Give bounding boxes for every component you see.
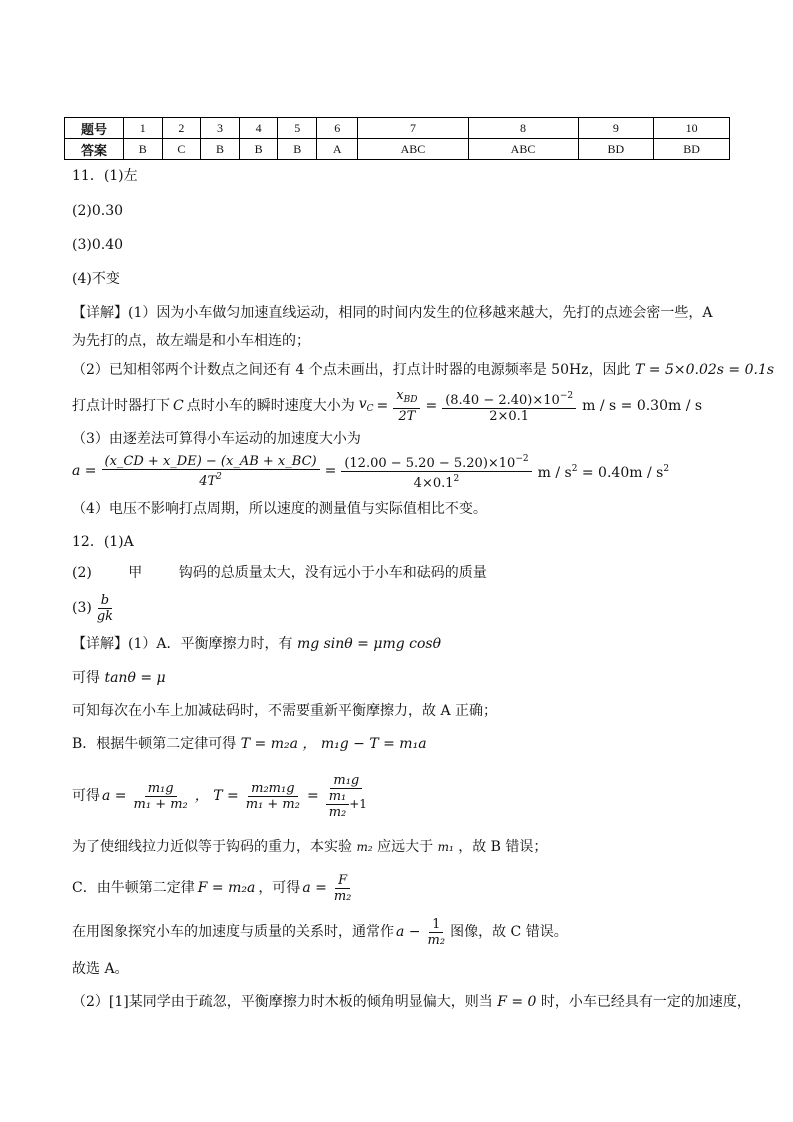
q12-detail-9: 故选 A。 xyxy=(72,961,129,977)
q11-detail-2: 为先打的点，故左端是和小车相连的； xyxy=(72,333,310,349)
a-equals: a = xyxy=(102,788,127,804)
q12-answer-3-num: b xyxy=(98,593,112,609)
q12-detail-1-text: 【详解】(1）A．平衡摩擦力时，有 xyxy=(72,636,293,652)
force-formula: F = m₂a xyxy=(197,880,256,896)
acceleration-fraction-2-den xyxy=(411,472,463,491)
tan-formula: tanθ = μ xyxy=(104,670,166,686)
question-number-cell: 1 xyxy=(124,118,163,139)
a-minus: a − xyxy=(396,924,421,940)
q11-detail-7: （4）电压不影响打点周期，所以速度的测量值与实际值相比不变。 xyxy=(72,501,487,517)
velocity-subscript: C xyxy=(366,403,374,414)
newton-second-law-formulas: T = m₂a ， m₁g − T = m₁a xyxy=(240,736,427,752)
q12-answer-2-label: (2) xyxy=(72,565,92,581)
velocity-fraction-2-exp: −2 xyxy=(559,390,574,401)
acceleration-fraction-1-num: (x_CD + x_DE) − (x_AB + x_BC) xyxy=(102,454,320,470)
t-fraction-1-num: m₂m₁g xyxy=(248,781,297,797)
q12-detail-2 xyxy=(72,669,166,687)
q11-detail-3 xyxy=(72,361,774,379)
m1-symbol: m₁ xyxy=(437,840,454,854)
velocity-fraction-2-den: 2×0.1 xyxy=(489,408,530,424)
acceleration-fraction-2-num-text: (12.00 − 5.20 − 5.20)×10 xyxy=(344,455,516,471)
t-fraction-2-den xyxy=(323,789,370,820)
point-c-label: C xyxy=(173,398,184,414)
question-number-cell: 10 xyxy=(654,118,730,139)
q12-detail-6-e: ，故 B 错误； xyxy=(458,839,548,855)
q12-detail-10-c: 时，小车已经具有一定的加速度， xyxy=(540,994,751,1010)
answer-cell: ABC xyxy=(468,139,578,160)
q12-detail-7-a: C．由牛顿第二定律 xyxy=(72,880,195,896)
answer-cell: ABC xyxy=(358,139,468,160)
period-formula: T = 5×0.02s = 0.1s xyxy=(635,362,775,378)
q12-detail-4-text: B．根据牛顿第二定律可得 xyxy=(72,736,237,752)
question-number-cell: 5 xyxy=(278,118,317,139)
q12-detail-7-c: ，可得 xyxy=(258,880,301,896)
q12-detail-10 xyxy=(72,993,751,1011)
x-symbol: x xyxy=(396,388,404,403)
q12-detail-8-c: 图像，故 C 错误。 xyxy=(450,924,568,940)
question-number-header: 题号 xyxy=(65,118,124,139)
a-fraction-den: m₁ + m₂ xyxy=(133,796,188,812)
answer-cell: B xyxy=(239,139,278,160)
answer-table-answer-row xyxy=(65,139,730,160)
q11-velocity-line: 打点计时器打下 C 点时小车的瞬时速度大小为 $v_C$ = $\frac{x_{BD}}{2T}$ = $\frac{(8.40 - 2.40)\times 10^{-2}}{2\times 0.1}$ m / s = 0.30m / s xyxy=(72,388,703,424)
velocity-fraction-2 xyxy=(442,389,576,424)
acceleration-fraction-2 xyxy=(341,452,531,491)
m2-symbol: m₂ xyxy=(356,840,373,854)
t-fraction-2 xyxy=(323,773,370,820)
q12-answer-1: 12．(1)A xyxy=(72,534,134,550)
velocity-result: m / s = 0.30m / s xyxy=(582,398,703,414)
x-subscript: BD xyxy=(403,395,418,405)
q12-answer-3-label: (3) xyxy=(72,600,92,616)
question-number-cell: 3 xyxy=(201,118,240,139)
answer-cell: A xyxy=(317,139,358,160)
velocity-fraction-2-num xyxy=(442,389,576,409)
q11-answer-2: (2)0.30 xyxy=(72,203,124,219)
answer-cell: B xyxy=(278,139,317,160)
velocity-fraction-1-den: 2T xyxy=(398,409,416,424)
q11-detail-5: （3）由逐差法可算得小车运动的加速度大小为 xyxy=(72,431,361,447)
question-number-cell: 8 xyxy=(468,118,578,139)
q12-detail-6 xyxy=(72,838,547,856)
plus-one: +1 xyxy=(349,796,367,811)
mass-ratio-den: m₂ xyxy=(328,804,347,820)
friction-balance-formula: mg sinθ = μmg cosθ xyxy=(296,636,442,652)
question-number-cell: 6 xyxy=(317,118,358,139)
q12-detail-7 xyxy=(72,868,356,908)
q11-velocity-text-b: 点时小车的瞬时速度大小为 xyxy=(186,398,355,414)
a-fraction xyxy=(131,781,191,812)
acceleration-fraction-2-den-exp: 2 xyxy=(453,473,460,484)
q12-detail-8 xyxy=(72,912,568,952)
a-fraction-num: m₁g xyxy=(145,781,177,797)
answer-cell: C xyxy=(162,139,201,160)
one-over-m2-den: m₂ xyxy=(427,932,446,948)
acceleration-symbol: a = xyxy=(72,463,97,479)
f-over-m2-num: F xyxy=(335,873,350,889)
f-zero: F = 0 xyxy=(497,994,537,1010)
acceleration-unit: $m / s^2 = 0.40m / s^2$ xyxy=(537,464,670,481)
answer-cell: B xyxy=(201,139,240,160)
answer-table-number-row xyxy=(65,118,730,139)
a-equals-2: a = xyxy=(302,880,327,896)
question-number-cell: 2 xyxy=(162,118,201,139)
q11-answer-3: (3)0.40 xyxy=(72,237,124,253)
velocity-v: v xyxy=(358,395,367,412)
q12-detail-8-a: 在用图象探究小车的加速度与质量的关系时，通常作 xyxy=(72,924,394,940)
one-over-m2-num: 1 xyxy=(429,917,443,933)
velocity-fraction-1-num xyxy=(393,388,420,409)
q11-velocity-text-a: 打点计时器打下 xyxy=(72,398,170,414)
q11-answer-1: 11．(1)左 xyxy=(72,168,138,184)
q11-detail-1: 【详解】(1）因为小车做匀加速直线运动，相同的时间内发生的位移越来越大，先打的点迹会密一些，A xyxy=(72,305,713,321)
f-over-m2 xyxy=(331,873,355,904)
answer-table xyxy=(64,117,730,160)
t-fraction-1-den: m₁ + m₂ xyxy=(245,796,300,812)
f-over-m2-den: m₂ xyxy=(333,888,352,904)
one-over-m2 xyxy=(425,917,449,948)
mass-ratio xyxy=(326,789,350,820)
q12-answer-3-den: gk xyxy=(96,608,114,624)
q12-detail-5-text: 可得 xyxy=(72,788,100,804)
q12-answer-2-reason: 钩码的总质量太大，没有远小于小车和砝码的质量 xyxy=(178,565,487,581)
question-number-cell: 7 xyxy=(358,118,468,139)
t-fraction-2-num: m₁g xyxy=(330,773,362,789)
acceleration-fraction-1 xyxy=(102,454,320,489)
q12-answer-2 xyxy=(72,564,487,582)
acceleration-unit-a: m / s xyxy=(537,465,572,481)
q11-acceleration-line: a = $\frac{(x\_CD + x\_DE) - (x\_AB + x\_BC)}{4T^2}$ = $\frac{(12.00 - 5.20 - 5.20)\times 10^{-2}}{4\times 0.1^2}$ $m / s^2 = 0.40m / s^2$ xyxy=(72,453,670,491)
q12-answer-3 xyxy=(72,588,118,628)
question-number-cell: 9 xyxy=(578,118,654,139)
acceleration-result: = 0.40m / s xyxy=(577,465,664,481)
q12-answer-2-choice: 甲 xyxy=(128,565,143,581)
acceleration-fraction-2-exp: −2 xyxy=(515,453,529,464)
velocity-fraction-1 xyxy=(393,388,420,424)
answer-cell: BD xyxy=(654,139,730,160)
acceleration-fraction-1-den xyxy=(196,470,225,489)
answer-cell: BD xyxy=(578,139,654,160)
q12-detail-6-a: 为了使细线拉力近似等于钩码的重力，本实验 xyxy=(72,839,352,855)
velocity-fraction-2-num-text: (8.40 − 2.40)×10 xyxy=(445,392,560,408)
answer-cell: B xyxy=(124,139,163,160)
equals-sign: = xyxy=(306,788,319,804)
q12-detail-5 xyxy=(72,766,372,826)
q12-detail-3: 可知每次在小车上加减砝码时，不需要重新平衡摩擦力，故 A 正确； xyxy=(72,703,498,719)
q12-detail-1 xyxy=(72,635,441,653)
acceleration-fraction-1-den-exp: 2 xyxy=(216,471,222,482)
acceleration-fraction-2-den-text: 4×0.1 xyxy=(413,475,454,491)
mass-ratio-num: m₁ xyxy=(326,789,350,805)
answer-header: 答案 xyxy=(65,139,124,160)
velocity-symbol xyxy=(359,395,374,418)
acceleration-fraction-2-num xyxy=(341,452,531,472)
q11-detail-3-text: （2）已知相邻两个计数点之间还有 4 个点未画出，打点计时器的电源频率是 50Hz，因此 xyxy=(72,362,631,378)
t-equals: ， T = xyxy=(194,788,239,804)
q12-detail-6-c: 应远大于 xyxy=(377,839,434,855)
acceleration-fraction-1-den-text: 4T xyxy=(199,473,217,489)
t-fraction-1 xyxy=(243,781,303,812)
q11-answer-4: (4)不变 xyxy=(72,271,120,287)
question-number-cell: 4 xyxy=(239,118,278,139)
q12-detail-10-a: （2）[1]某同学由于疏忽，平衡摩擦力时木板的倾角明显偏大，则当 xyxy=(72,994,493,1010)
q12-detail-4 xyxy=(72,735,427,753)
q12-answer-3-fraction xyxy=(94,593,116,624)
q12-detail-2-text: 可得 xyxy=(72,670,100,686)
